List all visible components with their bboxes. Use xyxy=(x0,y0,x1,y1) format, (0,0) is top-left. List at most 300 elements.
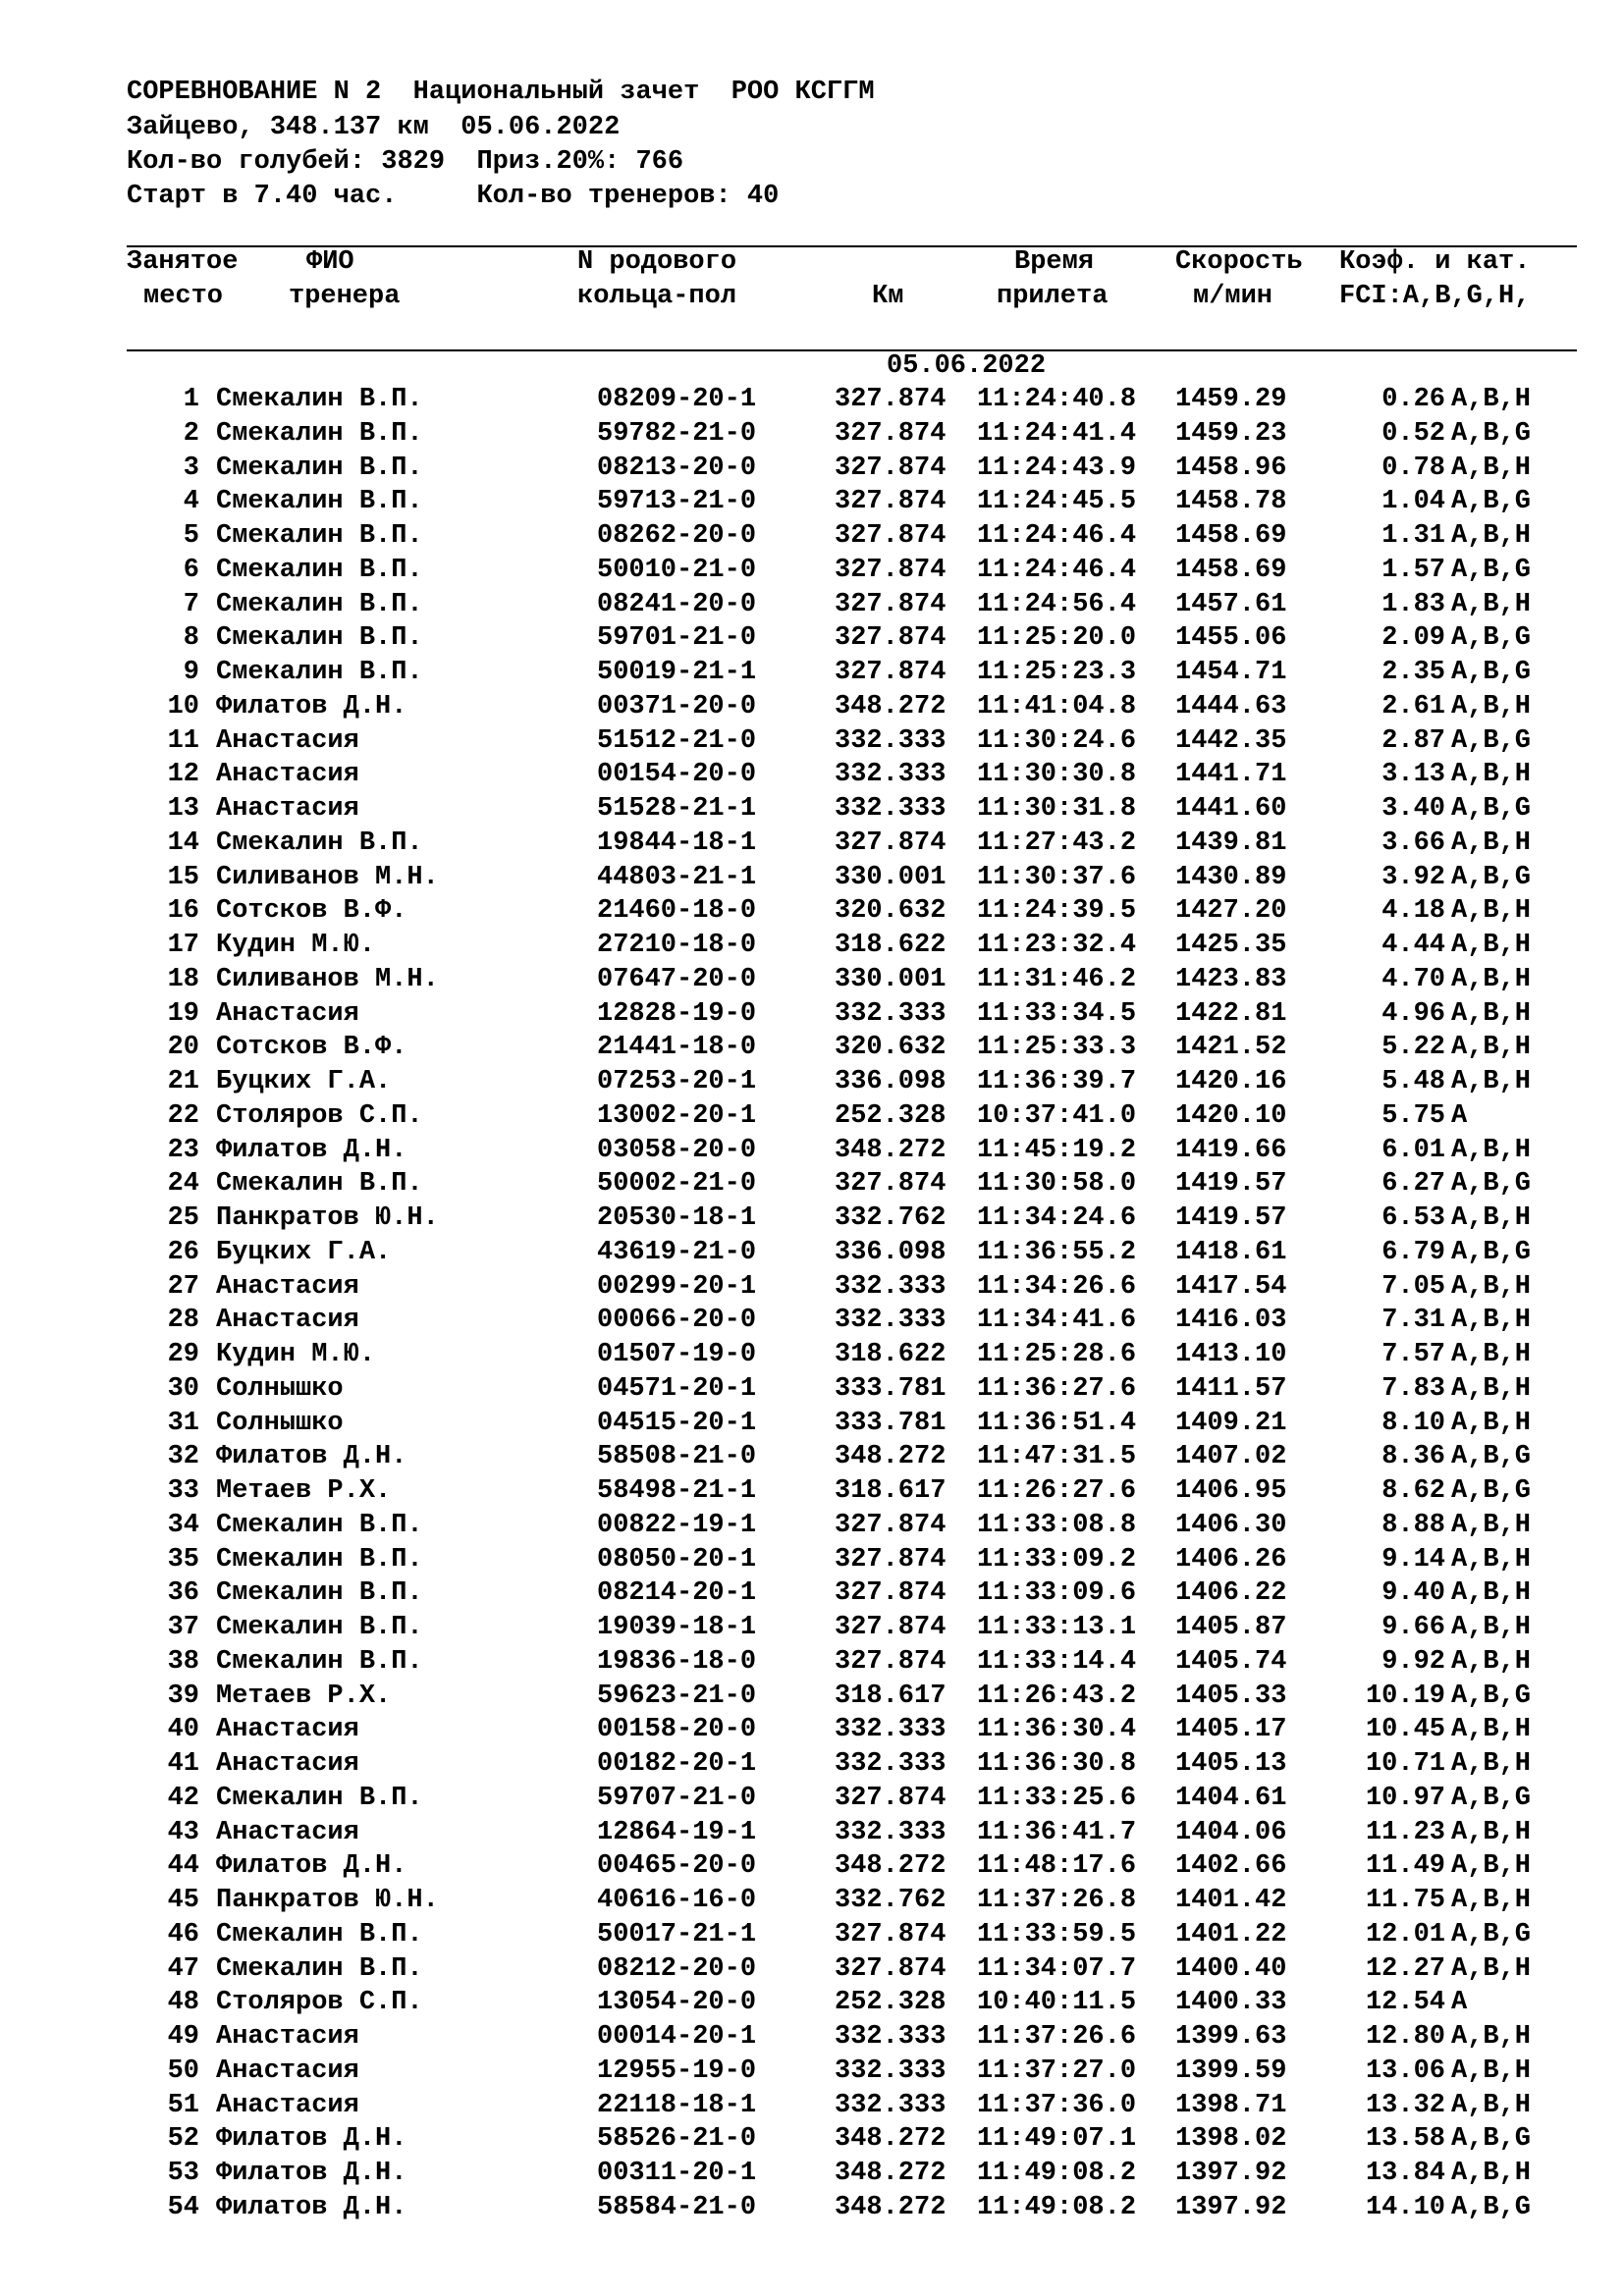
speed-cell: 1439.81 xyxy=(1175,828,1287,858)
place-cell: 30 xyxy=(167,1373,199,1404)
coefficient-cell: 6.27 xyxy=(1381,1169,1445,1200)
table-row xyxy=(0,1201,1624,1236)
trainer-name-cell: Смекалин В.П. xyxy=(216,1578,423,1609)
place-cell: 12 xyxy=(167,760,199,790)
coefficient-cell: 2.35 xyxy=(1381,658,1445,687)
ring-number-cell: 00182-20-1 xyxy=(597,1749,757,1779)
col-km-label: Км xyxy=(872,282,904,311)
coefficient-cell: 8.10 xyxy=(1381,1408,1445,1438)
table-row xyxy=(0,2020,1624,2055)
speed-cell: 1458.96 xyxy=(1175,453,1287,483)
place-cell: 38 xyxy=(167,1646,199,1677)
speed-cell: 1459.29 xyxy=(1175,385,1287,414)
category-cell: A,B,G xyxy=(1451,1237,1532,1267)
speed-cell: 1422.81 xyxy=(1175,998,1287,1029)
coefficient-cell: 6.53 xyxy=(1381,1203,1445,1233)
coefficient-cell: 8.36 xyxy=(1381,1442,1445,1472)
trainer-name-cell: Сотсков В.Ф. xyxy=(216,1033,407,1063)
ring-number-cell: 08241-20-0 xyxy=(597,589,757,619)
arrival-time-cell: 11:26:27.6 xyxy=(977,1476,1137,1506)
table-row xyxy=(0,1474,1624,1509)
coefficient-cell: 12.01 xyxy=(1365,1919,1445,1949)
category-cell: A,B,H xyxy=(1451,385,1532,414)
table-row xyxy=(0,2122,1624,2157)
table-row xyxy=(0,1918,1624,1952)
trainer-name-cell: Буцких Г.А. xyxy=(216,1237,392,1267)
category-cell: A xyxy=(1451,1100,1468,1131)
distance-km-cell: 348.272 xyxy=(835,1135,947,1165)
speed-cell: 1441.60 xyxy=(1175,794,1287,824)
trainer-name-cell: Анастасия xyxy=(216,2056,359,2086)
distance-km-cell: 327.874 xyxy=(835,1510,947,1540)
ring-number-cell: 04571-20-1 xyxy=(597,1373,757,1404)
ring-number-cell: 00158-20-0 xyxy=(597,1715,757,1745)
arrival-time-cell: 11:48:17.6 xyxy=(977,1851,1137,1882)
speed-cell: 1405.13 xyxy=(1175,1749,1287,1779)
trainer-name-cell: Смекалин В.П. xyxy=(216,1544,423,1575)
category-cell: A xyxy=(1451,1988,1468,2018)
ring-number-cell: 59623-21-0 xyxy=(597,1681,757,1711)
trainer-name-cell: Анастасия xyxy=(216,760,359,790)
ring-number-cell: 00465-20-0 xyxy=(597,1851,757,1882)
place-cell: 22 xyxy=(167,1100,199,1131)
table-row xyxy=(0,1986,1624,2020)
table-row xyxy=(0,1509,1624,1543)
category-cell: A,B,H xyxy=(1451,1886,1532,1915)
speed-cell: 1454.71 xyxy=(1175,658,1287,687)
speed-cell: 1425.35 xyxy=(1175,931,1287,960)
category-cell: A,B,G xyxy=(1451,1919,1532,1949)
ring-number-cell: 08214-20-1 xyxy=(597,1578,757,1609)
ring-number-cell: 00154-20-0 xyxy=(597,760,757,790)
table-row xyxy=(0,621,1624,656)
speed-cell: 1406.26 xyxy=(1175,1544,1287,1575)
category-cell: A,B,G xyxy=(1451,487,1532,517)
trainer-name-cell: Анастасия xyxy=(216,794,359,824)
trainer-name-cell: Смекалин В.П. xyxy=(216,487,423,517)
place-cell: 2 xyxy=(183,418,199,449)
trainer-name-cell: Солнышко xyxy=(216,1373,344,1404)
coefficient-cell: 0.26 xyxy=(1381,385,1445,414)
arrival-time-cell: 10:40:11.5 xyxy=(977,1988,1137,2018)
distance-km-cell: 327.874 xyxy=(835,1613,947,1642)
coefficient-cell: 6.01 xyxy=(1381,1135,1445,1165)
place-cell: 28 xyxy=(167,1306,199,1336)
place-cell: 1 xyxy=(183,385,199,414)
coefficient-cell: 1.04 xyxy=(1381,487,1445,517)
place-cell: 33 xyxy=(167,1476,199,1506)
trainer-name-cell: Смекалин В.П. xyxy=(216,1646,423,1677)
arrival-time-cell: 11:24:40.8 xyxy=(977,385,1137,414)
trainer-name-cell: Силиванов М.Н. xyxy=(216,964,439,994)
ring-number-cell: 43619-21-0 xyxy=(597,1237,757,1267)
coefficient-cell: 9.66 xyxy=(1381,1613,1445,1642)
arrival-time-cell: 11:24:46.4 xyxy=(977,521,1137,551)
arrival-time-cell: 11:31:46.2 xyxy=(977,964,1137,994)
place-cell: 13 xyxy=(167,794,199,824)
coefficient-cell: 8.88 xyxy=(1381,1510,1445,1540)
trainer-name-cell: Смекалин В.П. xyxy=(216,828,423,858)
place-cell: 51 xyxy=(167,2090,199,2120)
ring-number-cell: 07647-20-0 xyxy=(597,964,757,994)
ring-number-cell: 00822-19-1 xyxy=(597,1510,757,1540)
speed-cell: 1406.22 xyxy=(1175,1578,1287,1609)
category-cell: A,B,H xyxy=(1451,1851,1532,1882)
trainer-name-cell: Анастасия xyxy=(216,1271,359,1302)
table-row xyxy=(0,1440,1624,1474)
speed-cell: 1401.22 xyxy=(1175,1919,1287,1949)
category-cell: A,B,G xyxy=(1451,623,1532,654)
table-row xyxy=(0,2191,1624,2225)
trainer-name-cell: Анастасия xyxy=(216,2022,359,2052)
results-date: 05.06.2022 xyxy=(887,351,1047,381)
trainer-name-cell: Кудин М.Ю. xyxy=(216,1340,376,1369)
table-row xyxy=(0,1576,1624,1611)
place-cell: 5 xyxy=(183,521,199,551)
arrival-time-cell: 11:24:46.4 xyxy=(977,555,1137,585)
place-cell: 25 xyxy=(167,1203,199,1233)
arrival-time-cell: 11:23:32.4 xyxy=(977,931,1137,960)
coefficient-cell: 12.54 xyxy=(1365,1988,1445,2018)
category-cell: A,B,H xyxy=(1451,1646,1532,1677)
distance-km-cell: 327.874 xyxy=(835,589,947,619)
table-row xyxy=(0,861,1624,895)
col-speed-label-2: м/мин xyxy=(1193,282,1273,311)
place-cell: 7 xyxy=(183,589,199,619)
coefficient-cell: 9.40 xyxy=(1381,1578,1445,1609)
place-cell: 45 xyxy=(167,1886,199,1915)
speed-cell: 1457.61 xyxy=(1175,589,1287,619)
arrival-time-cell: 11:25:23.3 xyxy=(977,658,1137,687)
ring-number-cell: 01507-19-0 xyxy=(597,1340,757,1369)
arrival-time-cell: 11:33:09.2 xyxy=(977,1544,1137,1575)
category-cell: A,B,H xyxy=(1451,589,1532,619)
place-cell: 15 xyxy=(167,862,199,892)
place-cell: 40 xyxy=(167,1715,199,1745)
coefficient-cell: 4.70 xyxy=(1381,964,1445,994)
table-row xyxy=(0,2089,1624,2123)
arrival-time-cell: 11:36:27.6 xyxy=(977,1373,1137,1404)
ring-number-cell: 08213-20-0 xyxy=(597,453,757,483)
coefficient-cell: 0.78 xyxy=(1381,453,1445,483)
distance-km-cell: 336.098 xyxy=(835,1067,947,1096)
category-cell: A,B,G xyxy=(1451,2192,1532,2222)
coefficient-cell: 10.97 xyxy=(1365,1783,1445,1813)
coefficient-cell: 8.62 xyxy=(1381,1476,1445,1506)
coefficient-cell: 5.75 xyxy=(1381,1100,1445,1131)
distance-km-cell: 327.874 xyxy=(835,658,947,687)
place-cell: 43 xyxy=(167,1817,199,1847)
speed-cell: 1400.40 xyxy=(1175,1953,1287,1984)
place-cell: 36 xyxy=(167,1578,199,1609)
trainer-name-cell: Столяров С.П. xyxy=(216,1988,423,2018)
category-cell: A,B,G xyxy=(1451,725,1532,756)
coefficient-cell: 0.52 xyxy=(1381,418,1445,449)
speed-cell: 1458.78 xyxy=(1175,487,1287,517)
table-row xyxy=(0,1304,1624,1338)
ring-number-cell: 12828-19-0 xyxy=(597,998,757,1029)
speed-cell: 1430.89 xyxy=(1175,862,1287,892)
speed-cell: 1405.33 xyxy=(1175,1681,1287,1711)
distance-km-cell: 318.617 xyxy=(835,1681,947,1711)
place-cell: 8 xyxy=(183,623,199,654)
ring-number-cell: 08262-20-0 xyxy=(597,521,757,551)
speed-cell: 1397.92 xyxy=(1175,2159,1287,2188)
arrival-time-cell: 11:34:41.6 xyxy=(977,1306,1137,1336)
arrival-time-cell: 11:47:31.5 xyxy=(977,1442,1137,1472)
place-cell: 21 xyxy=(167,1067,199,1096)
table-row xyxy=(0,2157,1624,2191)
category-cell: A,B,H xyxy=(1451,896,1532,927)
coefficient-cell: 13.06 xyxy=(1365,2056,1445,2086)
arrival-time-cell: 11:37:36.0 xyxy=(977,2090,1137,2120)
distance-km-cell: 332.333 xyxy=(835,794,947,824)
category-cell: A,B,H xyxy=(1451,1271,1532,1302)
col-time-label-1: Время xyxy=(1014,247,1095,277)
category-cell: A,B,H xyxy=(1451,1306,1532,1336)
ring-number-cell: 40616-16-0 xyxy=(597,1886,757,1915)
category-cell: A,B,G xyxy=(1451,1476,1532,1506)
arrival-time-cell: 11:49:08.2 xyxy=(977,2159,1137,2188)
ring-number-cell: 13002-20-1 xyxy=(597,1100,757,1131)
table-row xyxy=(0,554,1624,588)
trainer-name-cell: Филатов Д.Н. xyxy=(216,2124,407,2155)
ring-number-cell: 50019-21-1 xyxy=(597,658,757,687)
coefficient-cell: 2.61 xyxy=(1381,691,1445,721)
category-cell: A,B,H xyxy=(1451,1817,1532,1847)
ring-number-cell: 22118-18-1 xyxy=(597,2090,757,2120)
ring-number-cell: 58526-21-0 xyxy=(597,2124,757,2155)
category-cell: A,B,H xyxy=(1451,1067,1532,1096)
table-row xyxy=(0,1031,1624,1065)
arrival-time-cell: 11:36:30.8 xyxy=(977,1749,1137,1779)
coefficient-cell: 9.92 xyxy=(1381,1646,1445,1677)
place-cell: 27 xyxy=(167,1271,199,1302)
arrival-time-cell: 11:26:43.2 xyxy=(977,1681,1137,1711)
header-bottom-rule xyxy=(127,349,1577,351)
trainer-name-cell: Силиванов М.Н. xyxy=(216,862,439,892)
distance-km-cell: 327.874 xyxy=(835,623,947,654)
speed-cell: 1419.57 xyxy=(1175,1169,1287,1200)
speed-cell: 1421.52 xyxy=(1175,1033,1287,1063)
trainer-name-cell: Панкратов Ю.Н. xyxy=(216,1886,439,1915)
coefficient-cell: 1.83 xyxy=(1381,589,1445,619)
ring-number-cell: 59707-21-0 xyxy=(597,1783,757,1813)
table-row xyxy=(0,792,1624,827)
arrival-time-cell: 11:33:25.6 xyxy=(977,1783,1137,1813)
ring-number-cell: 19039-18-1 xyxy=(597,1613,757,1642)
distance-km-cell: 327.874 xyxy=(835,1953,947,1984)
arrival-time-cell: 11:33:08.8 xyxy=(977,1510,1137,1540)
birds-count-line: Кол-во голубей: 3829 Приз.20%: 766 xyxy=(127,147,684,177)
place-cell: 46 xyxy=(167,1919,199,1949)
speed-cell: 1409.21 xyxy=(1175,1408,1287,1438)
distance-km-cell: 327.874 xyxy=(835,1578,947,1609)
speed-cell: 1419.66 xyxy=(1175,1135,1287,1165)
table-row xyxy=(0,929,1624,963)
arrival-time-cell: 11:24:43.9 xyxy=(977,453,1137,483)
speed-cell: 1399.59 xyxy=(1175,2056,1287,2086)
category-cell: A,B,H xyxy=(1451,2056,1532,2086)
speed-cell: 1441.71 xyxy=(1175,760,1287,790)
place-cell: 9 xyxy=(183,658,199,687)
arrival-time-cell: 11:37:27.0 xyxy=(977,2056,1137,2086)
trainer-name-cell: Анастасия xyxy=(216,1306,359,1336)
speed-cell: 1420.10 xyxy=(1175,1100,1287,1131)
distance-km-cell: 332.333 xyxy=(835,2022,947,2052)
ring-number-cell: 50017-21-1 xyxy=(597,1919,757,1949)
table-row xyxy=(0,724,1624,759)
arrival-time-cell: 11:45:19.2 xyxy=(977,1135,1137,1165)
category-cell: A,B,G xyxy=(1451,2124,1532,2155)
trainer-name-cell: Анастасия xyxy=(216,1749,359,1779)
table-row xyxy=(0,1747,1624,1782)
place-cell: 26 xyxy=(167,1237,199,1267)
arrival-time-cell: 11:24:45.5 xyxy=(977,487,1137,517)
release-point-line: Зайцево, 348.137 км 05.06.2022 xyxy=(127,113,621,142)
place-cell: 34 xyxy=(167,1510,199,1540)
arrival-time-cell: 11:24:39.5 xyxy=(977,896,1137,927)
coefficient-cell: 2.09 xyxy=(1381,623,1445,654)
coefficient-cell: 13.32 xyxy=(1365,2090,1445,2120)
distance-km-cell: 332.333 xyxy=(835,2090,947,2120)
speed-cell: 1404.06 xyxy=(1175,1817,1287,1847)
speed-cell: 1404.61 xyxy=(1175,1783,1287,1813)
arrival-time-cell: 11:36:51.4 xyxy=(977,1408,1137,1438)
col-coef-label-1: Коэф. и кат. xyxy=(1339,247,1531,277)
table-row xyxy=(0,758,1624,792)
coefficient-cell: 11.49 xyxy=(1365,1851,1445,1882)
ring-number-cell: 12864-19-1 xyxy=(597,1817,757,1847)
coefficient-cell: 13.58 xyxy=(1365,2124,1445,2155)
distance-km-cell: 348.272 xyxy=(835,1851,947,1882)
speed-cell: 1398.71 xyxy=(1175,2090,1287,2120)
arrival-time-cell: 11:34:26.6 xyxy=(977,1271,1137,1302)
coefficient-cell: 7.05 xyxy=(1381,1271,1445,1302)
category-cell: A,B,H xyxy=(1451,1953,1532,1984)
place-cell: 10 xyxy=(167,691,199,721)
coefficient-cell: 12.80 xyxy=(1365,2022,1445,2052)
arrival-time-cell: 11:33:09.6 xyxy=(977,1578,1137,1609)
table-row xyxy=(0,1952,1624,1987)
category-cell: A,B,H xyxy=(1451,828,1532,858)
trainer-name-cell: Филатов Д.Н. xyxy=(216,1135,407,1165)
ring-number-cell: 51528-21-1 xyxy=(597,794,757,824)
speed-cell: 1398.02 xyxy=(1175,2124,1287,2155)
table-row xyxy=(0,1134,1624,1168)
arrival-time-cell: 11:36:30.4 xyxy=(977,1715,1137,1745)
table-row xyxy=(0,1270,1624,1305)
category-cell: A,B,H xyxy=(1451,691,1532,721)
distance-km-cell: 318.622 xyxy=(835,1340,947,1369)
category-cell: A,B,H xyxy=(1451,1544,1532,1575)
speed-cell: 1399.63 xyxy=(1175,2022,1287,2052)
table-row xyxy=(0,1884,1624,1918)
trainer-name-cell: Смекалин В.П. xyxy=(216,453,423,483)
place-cell: 29 xyxy=(167,1340,199,1369)
category-cell: A,B,H xyxy=(1451,2090,1532,2120)
coefficient-cell: 10.45 xyxy=(1365,1715,1445,1745)
distance-km-cell: 332.333 xyxy=(835,1271,947,1302)
arrival-time-cell: 11:49:07.1 xyxy=(977,2124,1137,2155)
coefficient-cell: 2.87 xyxy=(1381,725,1445,756)
speed-cell: 1444.63 xyxy=(1175,691,1287,721)
ring-number-cell: 00066-20-0 xyxy=(597,1306,757,1336)
speed-cell: 1417.54 xyxy=(1175,1271,1287,1302)
table-row xyxy=(0,1645,1624,1680)
trainer-name-cell: Метаев Р.Х. xyxy=(216,1681,392,1711)
coefficient-cell: 3.40 xyxy=(1381,794,1445,824)
trainer-name-cell: Смекалин В.П. xyxy=(216,1169,423,1200)
ring-number-cell: 59782-21-0 xyxy=(597,418,757,449)
arrival-time-cell: 11:27:43.2 xyxy=(977,828,1137,858)
table-row xyxy=(0,1338,1624,1372)
place-cell: 32 xyxy=(167,1442,199,1472)
distance-km-cell: 318.617 xyxy=(835,1476,947,1506)
place-cell: 23 xyxy=(167,1135,199,1165)
speed-cell: 1405.74 xyxy=(1175,1646,1287,1677)
place-cell: 52 xyxy=(167,2124,199,2155)
distance-km-cell: 348.272 xyxy=(835,1442,947,1472)
category-cell: A,B,H xyxy=(1451,931,1532,960)
table-row xyxy=(0,588,1624,622)
ring-number-cell: 21460-18-0 xyxy=(597,896,757,927)
table-row xyxy=(0,1236,1624,1270)
place-cell: 53 xyxy=(167,2159,199,2188)
coefficient-cell: 5.48 xyxy=(1381,1067,1445,1096)
ring-number-cell: 59713-21-0 xyxy=(597,487,757,517)
place-cell: 44 xyxy=(167,1851,199,1882)
place-cell: 19 xyxy=(167,998,199,1029)
arrival-time-cell: 11:30:24.6 xyxy=(977,725,1137,756)
distance-km-cell: 332.333 xyxy=(835,2056,947,2086)
coefficient-cell: 11.75 xyxy=(1365,1886,1445,1915)
distance-km-cell: 332.333 xyxy=(835,1749,947,1779)
arrival-time-cell: 11:30:31.8 xyxy=(977,794,1137,824)
place-cell: 16 xyxy=(167,896,199,927)
table-row xyxy=(0,1849,1624,1884)
category-cell: A,B,G xyxy=(1451,555,1532,585)
table-row xyxy=(0,485,1624,519)
arrival-time-cell: 11:37:26.8 xyxy=(977,1886,1137,1915)
arrival-time-cell: 11:34:24.6 xyxy=(977,1203,1137,1233)
trainer-name-cell: Смекалин В.П. xyxy=(216,1953,423,1984)
table-row xyxy=(0,1372,1624,1407)
table-row xyxy=(0,1099,1624,1134)
place-cell: 48 xyxy=(167,1988,199,2018)
category-cell: A,B,H xyxy=(1451,998,1532,1029)
distance-km-cell: 327.874 xyxy=(835,828,947,858)
distance-km-cell: 252.328 xyxy=(835,1100,947,1131)
arrival-time-cell: 10:37:41.0 xyxy=(977,1100,1137,1131)
ring-number-cell: 50002-21-0 xyxy=(597,1169,757,1200)
speed-cell: 1423.83 xyxy=(1175,964,1287,994)
ring-number-cell: 59701-21-0 xyxy=(597,623,757,654)
coefficient-cell: 14.10 xyxy=(1365,2192,1445,2222)
arrival-time-cell: 11:37:26.6 xyxy=(977,2022,1137,2052)
speed-cell: 1416.03 xyxy=(1175,1306,1287,1336)
coefficient-cell: 4.18 xyxy=(1381,896,1445,927)
ring-number-cell: 03058-20-0 xyxy=(597,1135,757,1165)
place-cell: 14 xyxy=(167,828,199,858)
arrival-time-cell: 11:36:39.7 xyxy=(977,1067,1137,1096)
coefficient-cell: 5.22 xyxy=(1381,1033,1445,1063)
trainer-name-cell: Смекалин В.П. xyxy=(216,521,423,551)
distance-km-cell: 333.781 xyxy=(835,1373,947,1404)
competition-title: СОРЕВНОВАНИЕ N 2 Национальный зачет РОО КСГГМ xyxy=(127,78,875,107)
distance-km-cell: 332.333 xyxy=(835,998,947,1029)
table-row xyxy=(0,1782,1624,1816)
